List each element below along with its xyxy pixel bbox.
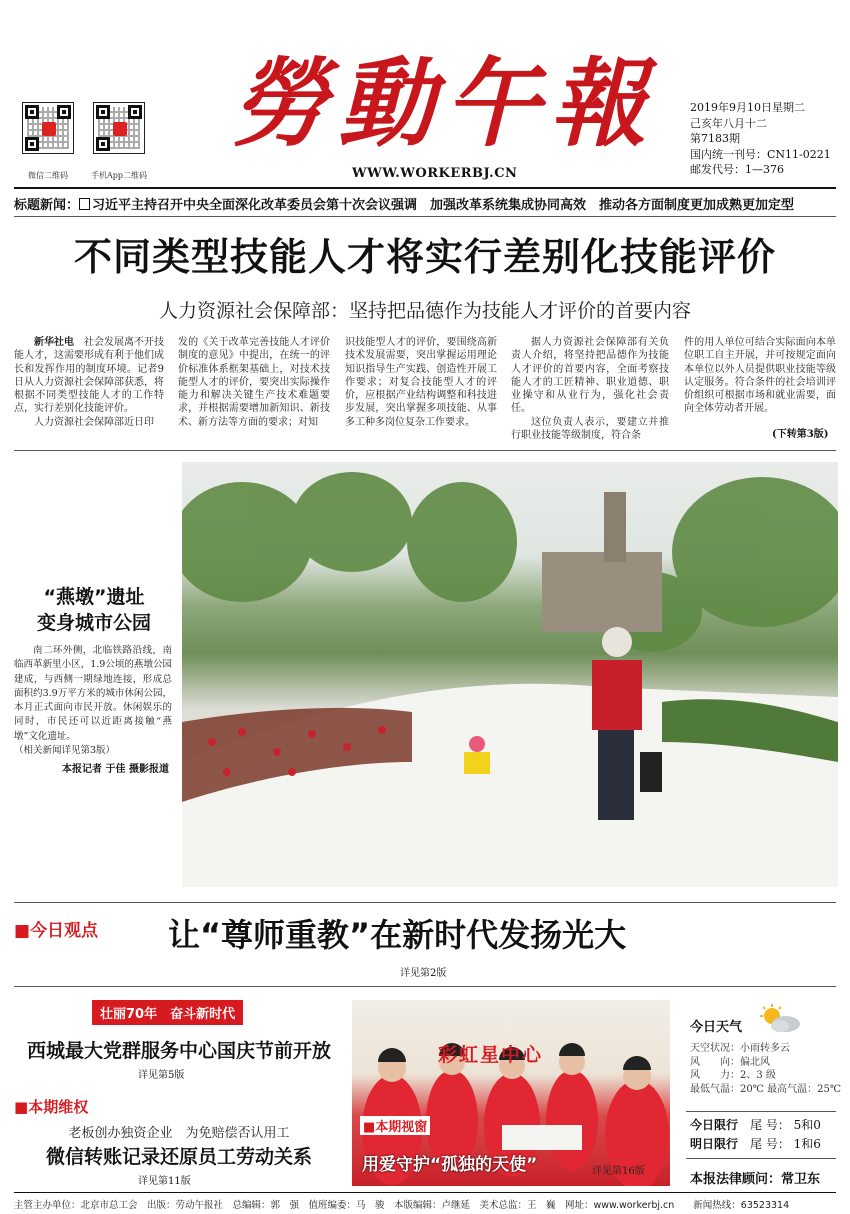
- wechat-qr-code[interactable]: [22, 102, 74, 154]
- photo-credit: 本报记者 于佳 摄影报道: [62, 764, 169, 775]
- masthead-url[interactable]: WWW.WORKERBJ.CN: [352, 166, 518, 181]
- traffic-tomorrow: 明日限行 尾 号： 1和6: [690, 1137, 821, 1151]
- weather-details: 天空状况：小雨转多云 风 向：偏北风 风 力：2、3 级 最低气温：20℃ 最高气温：25℃: [690, 1043, 842, 1095]
- app-qr-label: 手机App二维码: [90, 171, 148, 180]
- feature2-headline[interactable]: 微信转账记录还原员工劳动关系: [45, 1146, 312, 1168]
- lead-turn-note[interactable]: (下转第3版): [772, 429, 829, 440]
- lead-column-1: 新华社电 社会发展离不开技能人才，这需要形成有利于他们成长和发挥作用的制度环境。记者9日从人力资源社会保障部获悉，将根据不同类型技能人才的工作特点，实行差别化技能评价。 人力资源社会保障部近日印: [14, 337, 164, 428]
- app-qr-code[interactable]: [93, 102, 145, 154]
- window-headline[interactable]: 用爱守护“孤独的天使”: [362, 1155, 538, 1175]
- photo-story-body: 南二环外侧，北临铁路沿线，南临西革新里小区，1.9公顷的燕墩公园建成，与西侧一期绿地连接，形成总面积约3.9万平方米的城市休闲公园，本月正式面向市民开放。休闲娱乐的同时，市民还可以近距离接触“燕墩”文化遗址。 （相关新闻详见第3版）: [14, 645, 172, 757]
- footer-credits: 主管主办单位：北京市总工会 出版：劳动午报社 总编辑：郭 强 值班编委：马 骏 本版编辑：卢继延 美术总监：王 巍 网址：www.workerbj.cn 新闻热线：63523314: [14, 1200, 790, 1211]
- lead-headline[interactable]: 不同类型技能人才将实行差别化技能评价: [73, 235, 776, 279]
- opinion-see-page[interactable]: 详见第2版: [400, 968, 447, 979]
- lunar-date: 己亥年八月十二: [690, 116, 767, 130]
- window-see-page[interactable]: 详见第16版: [592, 1166, 645, 1177]
- feature2-subtitle: 老板创办独资企业 为免赔偿否认用工: [68, 1126, 290, 1141]
- postal-code: 邮发代号：1—376: [690, 163, 784, 176]
- cn-number: 国内统一刊号：CN11-0221: [690, 147, 831, 161]
- lead-column-4: 据人力资源社会保障部有关负责人介绍，将坚持把品德作为技能人才评价的首要内容，全面考察技能人才的工匠精神、职业道德、职业操守和从业行为，强化社会责任。 这位负责人表示，要建立并推行职业技能等级制度，符合条: [511, 337, 669, 442]
- headline-bar-text[interactable]: 习近平主持召开中央全面深化改革委员会第十次会议强调 加强改革系统集成协同高效 推动各方面制度更加成熟更加定型: [92, 198, 795, 213]
- lead-subtitle: 人力资源社会保障部：坚持把品德作为技能人才评价的首要内容: [158, 300, 691, 322]
- legal-advisor: 本报法律顾问：常卫东: [690, 1172, 821, 1187]
- masthead-title: 勞動午報: [232, 47, 656, 160]
- headline-bar-label: 标题新闻：: [14, 198, 80, 213]
- lead-column-3: 识技能型人才的评价，要围绕高新技术发展需要，突出掌握运用理论知识指导生产实践、创造性开展工作要求；对复合技能型人才的评价，应根据产业结构调整和科技进步发展，突出掌握多项技能、从事多工种多岗位复杂工作要求。: [345, 337, 497, 428]
- opinion-headline[interactable]: 让“尊师重教”在新时代发扬光大: [168, 916, 627, 954]
- lead-column-5: 件的用人单位可结合实际面向本单位职工自主开展，并可按规定面向本单位以外人员提供职业技能等级认定服务。符合条件的社会培训评价组织可根据市场和就业需要，面向全体劳动者开展。: [684, 337, 836, 415]
- feature1-tag: 壮丽70年 奋斗新时代: [92, 1000, 243, 1025]
- traffic-today: 今日限行 尾 号： 5和0: [690, 1118, 821, 1132]
- wechat-qr-label: 微信二维码: [28, 171, 68, 180]
- checkbox-icon: [79, 198, 90, 210]
- volunteer-sign: 彩虹星中心: [438, 1044, 544, 1066]
- partly-cloudy-icon: [758, 1004, 802, 1034]
- lead-column-2: 发的《关于改革完善技能人才评价制度的意见》中提出，在统一的评价标准体系框架基础上，对技术技能型人才的评价，要突出实际操作能力和解决关键生产技术难题要求，并根据需要增加新知识、新技术、新方法等方面的要求；对知: [178, 337, 330, 428]
- lead-byline: 新华社电: [34, 337, 74, 348]
- opinion-tag: ■今日观点: [14, 921, 99, 941]
- feature1-see-page[interactable]: 详见第5版: [138, 1070, 185, 1081]
- headline-bar: [14, 194, 794, 213]
- photo-story-title[interactable]: “燕墩”遗址 变身城市公园: [36, 586, 151, 634]
- park-photo: [182, 462, 838, 887]
- issue-number: 第7183期: [690, 132, 740, 145]
- feature1-headline[interactable]: 西城最大党群服务中心国庆节前开放: [26, 1040, 331, 1062]
- feature2-see-page[interactable]: 详见第11版: [138, 1176, 191, 1187]
- window-tag: ■本期视窗: [360, 1116, 430, 1135]
- feature2-tag: ■本期维权: [14, 1098, 89, 1116]
- issue-date: 2019年9月10日星期二: [690, 101, 805, 114]
- weather-title: 今日天气: [690, 1020, 743, 1035]
